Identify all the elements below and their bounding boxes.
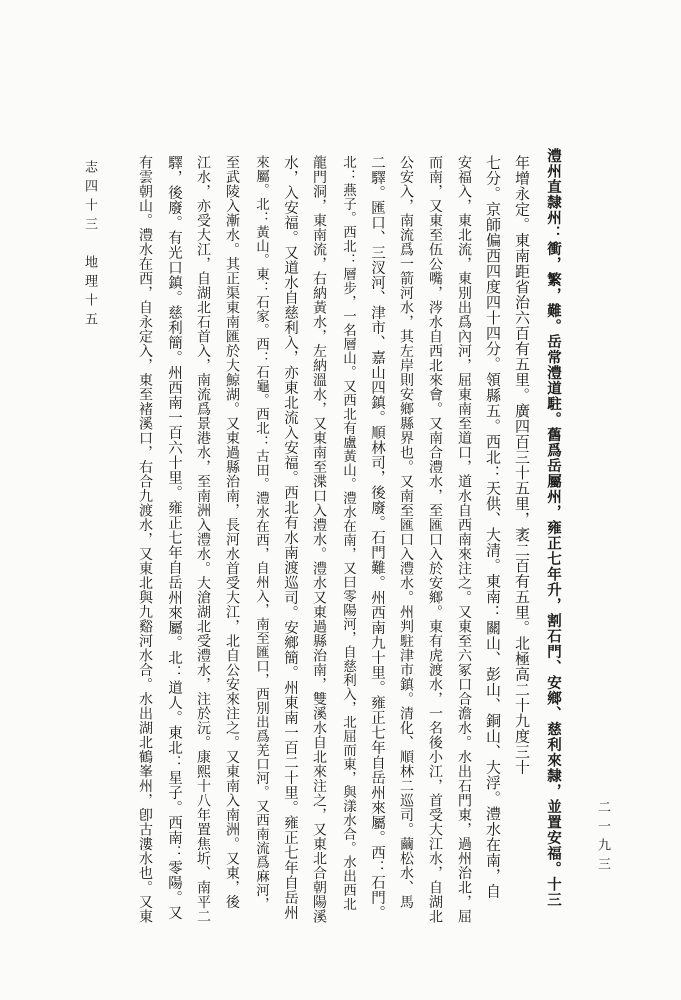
text-column: 年增永定。東南距省治六百有五里。廣四百三十五里，袤二百有五里。北極高二十九度三十: [513, 155, 531, 775]
text-column: 來屬。北：黃山。東：石家。西：石龜。西北：古田。澧水在西，自州入，南至匯口，西別出爲羌口河。又西南流爲麻河，: [253, 155, 269, 911]
volume-label: 志四十三 地理十五: [82, 160, 97, 331]
text-column: 安福入，東北流，東別出爲內河，屈東南至道口，道水自西南來注之。又東至六冢口合澹水。水出石門東，過州治北，屈: [456, 155, 472, 924]
page-number: 二一九三: [595, 800, 610, 876]
title-column: 澧州直隸州：衝，繁，難。岳常澧道駐。舊爲岳屬州，雍正七年升，割石門、安鄉、慈利來隸，並置安福。十三: [545, 148, 562, 908]
text-column: 七分。京師偏西四度四十四分。領縣五。西北：天供、大清。東南：關山、彭山、銅山、大浮。澧水在南，自: [484, 155, 502, 899]
text-column: 二驛。匯口、三汊河、津市、嘉山四鎮。順林司，後廢。石門難。州西南九十里。雍正七年自岳州來屬。西：石門。: [369, 155, 385, 920]
text-column: 公安入，南流爲一箭河水，其左岸則安鄉縣界也。又南至匯口入澧水。州判駐津市鎮。清化、順林二巡司。繭松水、馬: [398, 155, 414, 909]
text-column: 龍門洞，東南流，右納黃水，左納溫水，又東南至渫口入澧水。澧水又東過縣治南，雙溪水自北來注之，又東北合朝陽溪: [311, 155, 327, 924]
text-column: 北：燕子。西北：層步，一名層山。又西北有盧黃山。澧水在南，又曰零陽河，自慈利入，北屈而東，與漾水合。水出西北: [340, 155, 356, 911]
text-column: 水，入安福。又道水自慈利入，亦東北流入安福。西北有水南渡巡司。安鄉簡。州東南一百二十里。雍正七年自岳州: [282, 155, 298, 920]
text-column: 有雲朝山。澧水在西，自永定入，東至褚溪口，右合九渡水，又東北與九谿河水合。水出湖北鶴峯州，卽古漊水也。又東: [137, 155, 153, 924]
text-column: 江水，亦受大江，自湖北石首入，南流爲景港水，至南洲入澧水。大滄湖北受澧水，注於沅。康熙十八年置焦圻、南平二: [195, 155, 211, 924]
text-column: 至武陵入漸水。其正渠東南匯於大鯨湖。又東過縣治南，長河水首受大江，北自公安來注之。又東南入南洲。又東，後: [224, 155, 240, 909]
text-column: 而南，又東至伍公嘴，涔水自西北來會。又南合澧水，至匯口入於安鄉。東有虎渡水，一名後小江，首受大江水，自湖北: [427, 155, 443, 924]
text-column: 驛，後廢。有光口鎮。慈利簡。州西南一百六十里。雍正七年自岳州來屬。北：道人。東北：星子。西南：零陽。又: [166, 155, 182, 920]
